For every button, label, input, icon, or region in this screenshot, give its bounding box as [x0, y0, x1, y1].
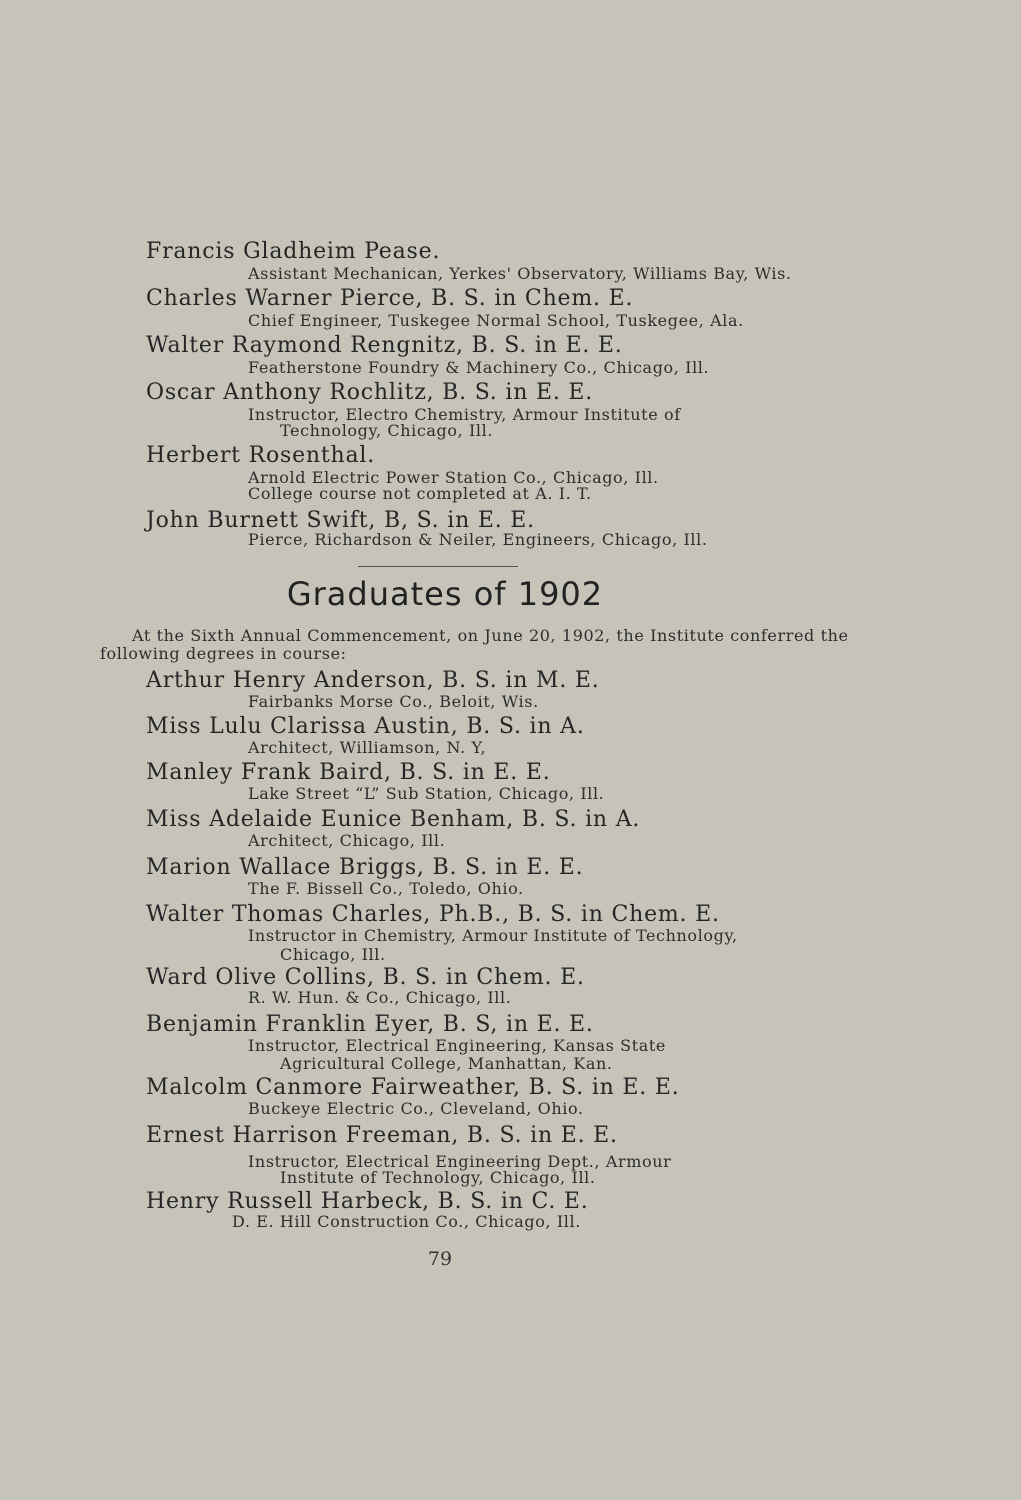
graduate-name: Ward Olive Collins, B. S. in Chem. E. [146, 965, 585, 990]
graduate-detail: Instructor, Electrical Engineering Dept., Armour [248, 1152, 672, 1171]
graduate-detail: Institute of Technology, Chicago, Ill. [280, 1168, 596, 1187]
alumni-name: Oscar Anthony Rochlitz, B. S. in E. E. [146, 380, 594, 405]
graduate-name: Benjamin Franklin Eyer, B. S, in E. E. [146, 1012, 594, 1037]
graduate-name: Miss Lulu Clarissa Austin, B. S. in A. [146, 714, 585, 739]
section-heading: Graduates of 1902 [286, 575, 604, 613]
graduate-name: Malcolm Canmore Fairweather, B. S. in E. E. [146, 1075, 680, 1100]
graduate-name: Henry Russell Harbeck, B. S. in C. E. [146, 1189, 589, 1214]
graduate-name: Ernest Harrison Freeman, B. S. in E. E. [146, 1123, 618, 1148]
alumni-detail: Technology, Chicago, Ill. [280, 421, 494, 440]
intro-text: following degrees in course: [100, 644, 347, 663]
alumni-detail: Instructor, Electro Chemistry, Armour Institute of [248, 405, 681, 424]
section-divider [358, 566, 518, 567]
alumni-detail: Chief Engineer, Tuskegee Normal School, Tuskegee, Ala. [248, 311, 744, 330]
alumni-detail: Arnold Electric Power Station Co., Chicago, Ill. [248, 468, 659, 487]
graduate-name: Walter Thomas Charles, Ph.B., B. S. in Chem. E. [146, 902, 720, 927]
alumni-detail: Featherstone Foundry & Machinery Co., Chicago, Ill. [248, 358, 710, 377]
graduate-detail: Architect, Chicago, Ill. [248, 831, 446, 850]
graduate-detail: Architect, Williamson, N. Y, [248, 738, 487, 757]
graduate-detail: Buckeye Electric Co., Cleveland, Ohio. [248, 1099, 584, 1118]
alumni-name: John Burnett Swift, B, S. in E. E. [146, 508, 535, 533]
intro-text: At the Sixth Annual Commencement, on June 20, 1902, the Institute conferred the [132, 626, 849, 645]
graduate-detail: D. E. Hill Construction Co., Chicago, Ill. [232, 1212, 581, 1231]
graduate-detail: Chicago, Ill. [280, 945, 386, 964]
graduate-detail: Instructor, Electrical Engineering, Kansas State [248, 1036, 666, 1055]
alumni-detail: Assistant Mechanican, Yerkes' Observatory, Williams Bay, Wis. [248, 264, 792, 283]
graduate-detail: The F. Bissell Co., Toledo, Ohio. [248, 879, 524, 898]
graduate-detail: Agricultural College, Manhattan, Kan. [280, 1054, 613, 1073]
graduate-name: Marion Wallace Briggs, B. S. in E. E. [146, 855, 584, 880]
graduate-name: Miss Adelaide Eunice Benham, B. S. in A. [146, 807, 641, 832]
alumni-name: Francis Gladheim Pease. [146, 239, 441, 264]
alumni-detail: Pierce, Richardson & Neiler, Engineers, Chicago, Ill. [248, 530, 708, 549]
graduate-detail: Fairbanks Morse Co., Beloit, Wis. [248, 692, 539, 711]
graduate-name: Manley Frank Baird, B. S. in E. E. [146, 760, 551, 785]
alumni-detail: College course not completed at A. I. T. [248, 484, 592, 503]
graduate-detail: R. W. Hun. & Co., Chicago, Ill. [248, 988, 512, 1007]
graduate-detail: Lake Street “L” Sub Station, Chicago, Ill. [248, 784, 605, 803]
graduate-detail: Instructor in Chemistry, Armour Institute of Technology, [248, 926, 738, 945]
alumni-name: Walter Raymond Rengnitz, B. S. in E. E. [146, 333, 623, 358]
alumni-name: Charles Warner Pierce, B. S. in Chem. E. [146, 286, 634, 311]
alumni-name: Herbert Rosenthal. [146, 443, 376, 468]
page-number: 79 [427, 1248, 453, 1270]
graduate-name: Arthur Henry Anderson, B. S. in M. E. [146, 668, 600, 693]
